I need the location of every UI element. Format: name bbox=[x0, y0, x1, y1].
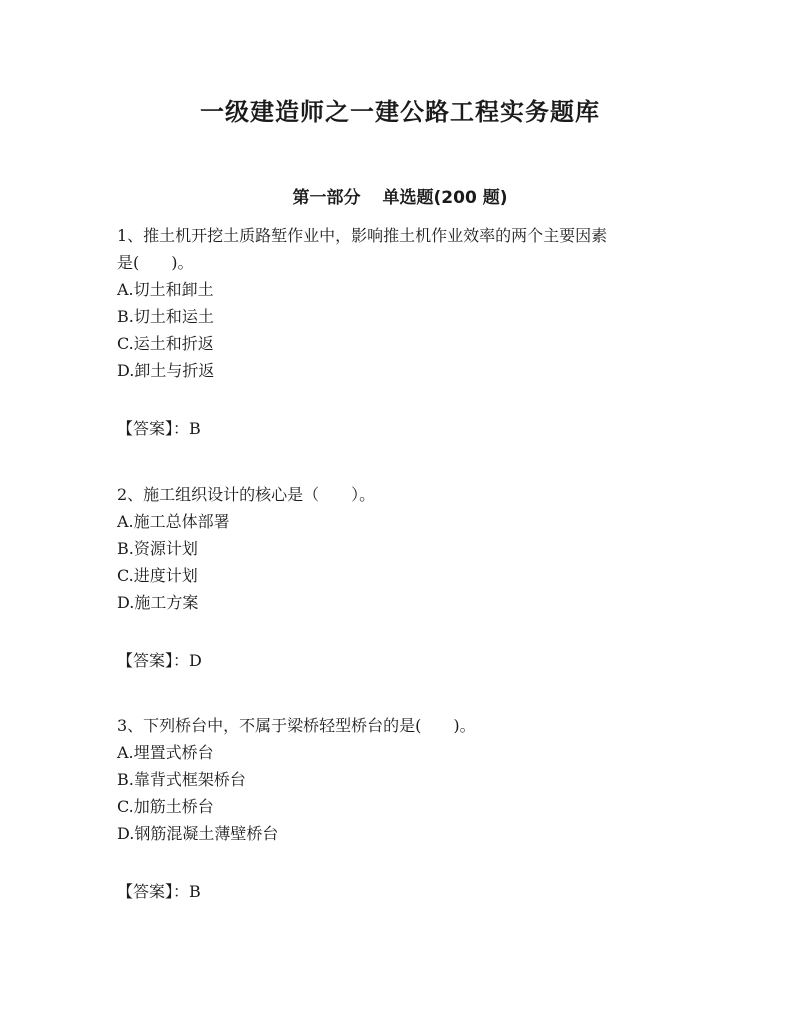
section-part: 第一部分 bbox=[292, 188, 361, 208]
answer-value: D bbox=[189, 651, 202, 670]
question-2 bbox=[117, 481, 697, 616]
option-b: B.切土和运土 bbox=[117, 307, 214, 326]
option-d: D.卸土与折返 bbox=[117, 361, 215, 380]
option-c: C.运土和折返 bbox=[117, 334, 214, 353]
document-title: 一级建造师之一建公路工程实务题库 bbox=[200, 97, 600, 126]
section-name: 单选题(200 题) bbox=[382, 188, 508, 208]
section-heading bbox=[0, 183, 800, 208]
answer-2 bbox=[117, 648, 202, 671]
option-a: A.施工总体部署 bbox=[117, 512, 230, 531]
answer-label: 【答案】： bbox=[117, 651, 190, 670]
option-c: C.进度计划 bbox=[117, 566, 198, 585]
question-stem-continued: 是( )。 bbox=[117, 253, 194, 272]
option-b: B.靠背式框架桥台 bbox=[117, 770, 246, 789]
option-d: D.钢筋混凝土薄壁桥台 bbox=[117, 824, 279, 843]
answer-1 bbox=[117, 416, 201, 439]
question-1 bbox=[117, 222, 697, 384]
answer-label: 【答案】： bbox=[117, 882, 190, 901]
option-d: D.施工方案 bbox=[117, 593, 199, 612]
question-stem: 2、施工组织设计的核心是（ ）。 bbox=[117, 485, 376, 504]
option-a: A.切土和卸土 bbox=[117, 280, 214, 299]
answer-3 bbox=[117, 879, 201, 902]
answer-value: B bbox=[189, 419, 201, 438]
answer-value: B bbox=[189, 882, 201, 901]
option-a: A.埋置式桥台 bbox=[117, 743, 214, 762]
question-stem: 3、下列桥台中，不属于梁桥轻型桥台的是( )。 bbox=[117, 716, 476, 735]
question-stem: 1、推土机开挖土质路堑作业中，影响推土机作业效率的两个主要因素 bbox=[117, 226, 608, 245]
question-3 bbox=[117, 712, 697, 847]
option-b: B.资源计划 bbox=[117, 539, 198, 558]
option-c: C.加筋土桥台 bbox=[117, 797, 214, 816]
answer-label: 【答案】： bbox=[117, 419, 190, 438]
